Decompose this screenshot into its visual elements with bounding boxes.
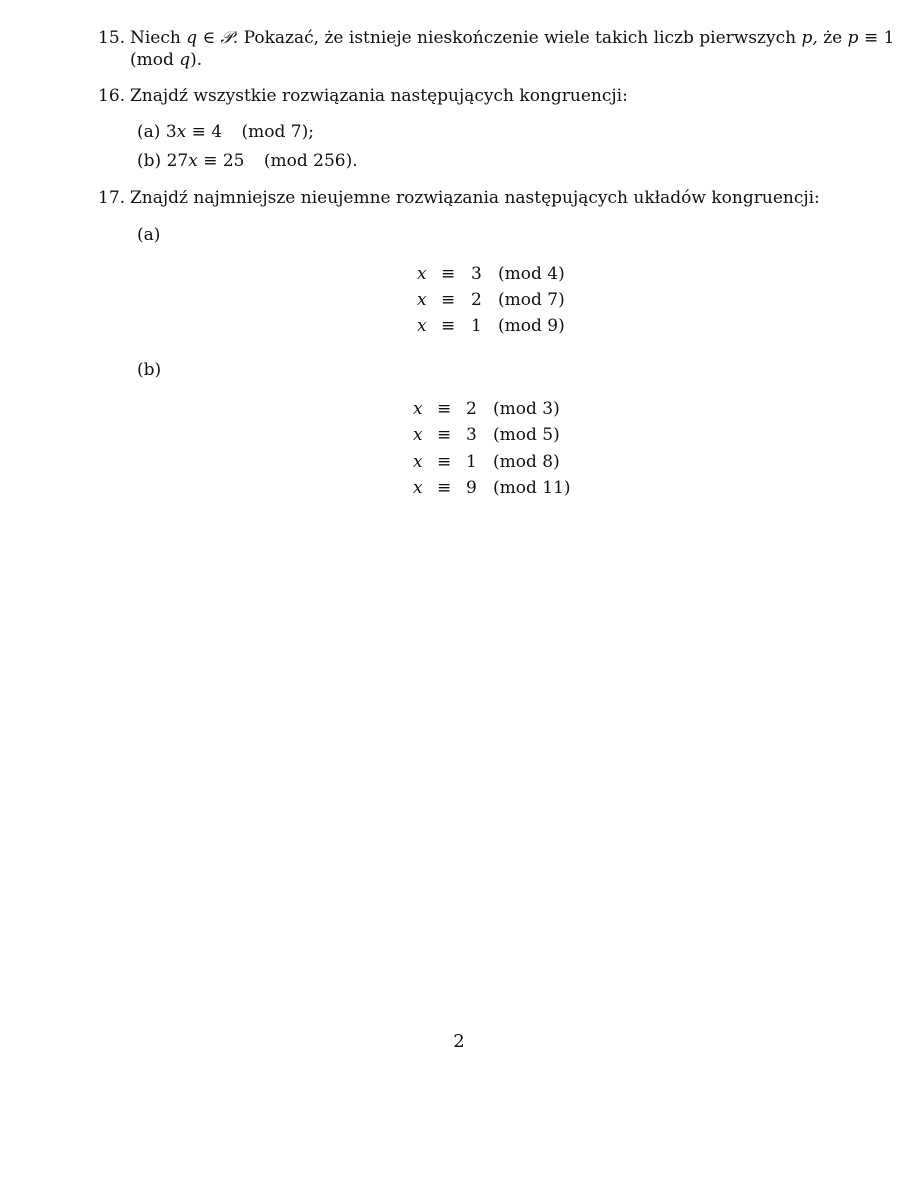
- eq-modulus: (mod 4): [498, 264, 565, 284]
- eq-variable: x: [413, 399, 423, 419]
- eq-variable: x: [413, 425, 423, 445]
- math-var-p: p,: [801, 28, 818, 48]
- eq-relation: ≡: [437, 452, 452, 472]
- mod-close: ).: [190, 50, 203, 70]
- eq-modulus: (mod 11): [493, 478, 571, 498]
- system-label-b: (b): [137, 360, 162, 380]
- eq-relation: ≡: [437, 425, 452, 445]
- eq-variable: x: [417, 290, 427, 310]
- eq-modulus: (mod 3): [493, 399, 560, 419]
- lhs-variable: x: [176, 122, 187, 142]
- problem-15-line-1: [130, 27, 894, 49]
- eq-value: 9: [466, 478, 477, 498]
- eq-variable: x: [413, 452, 423, 472]
- page-number: 2: [453, 1031, 465, 1052]
- eq-relation: ≡: [441, 290, 456, 310]
- eq-relation: ≡: [437, 399, 452, 419]
- system-label-a: (a): [137, 225, 161, 245]
- relation: ≡ 4: [191, 122, 223, 142]
- eq-modulus: (mod 5): [493, 425, 560, 445]
- mod-open: (mod: [130, 50, 174, 70]
- math-congruence: ≡ 1: [863, 28, 895, 48]
- congruence-item-a: [137, 121, 314, 143]
- eq-modulus: (mod 9): [498, 316, 565, 336]
- lhs-coefficient: 27: [166, 151, 189, 171]
- congruence-item-b: [137, 150, 358, 172]
- text-fragment: Pokazać, że istnieje nieskończenie wiele takich liczb pierwszych: [243, 28, 797, 48]
- eq-modulus: (mod 7): [498, 290, 565, 310]
- eq-modulus: (mod 8): [493, 452, 560, 472]
- item-label: (a): [137, 122, 161, 142]
- eq-relation: ≡: [437, 478, 452, 498]
- eq-value: 2: [471, 290, 482, 310]
- math-var-q: q: [179, 50, 191, 70]
- text-fragment: Niech: [130, 28, 181, 48]
- problem-number: 15.: [98, 28, 126, 48]
- problem-15-line-2: [130, 49, 202, 71]
- math-in-symbol: ∈: [202, 28, 216, 48]
- problem-number: 17.: [98, 188, 126, 208]
- eq-value: 2: [466, 399, 477, 419]
- eq-variable: x: [413, 478, 423, 498]
- text-fragment: że: [823, 28, 843, 48]
- math-var-q: q: [186, 28, 198, 48]
- eq-value: 3: [471, 264, 482, 284]
- eq-value: 1: [466, 452, 477, 472]
- eq-value: 1: [471, 316, 482, 336]
- lhs-variable: x: [188, 151, 198, 171]
- relation: ≡ 25: [203, 151, 245, 171]
- math-set-P: 𝒫.: [220, 28, 239, 48]
- lhs-coefficient: 3: [165, 122, 177, 142]
- problem-text: Znajdź wszystkie rozwiązania następujących kongruencji:: [130, 86, 628, 106]
- modulus: (mod 256).: [263, 151, 358, 171]
- eq-variable: x: [417, 264, 427, 284]
- math-var-p: p: [847, 28, 859, 48]
- eq-relation: ≡: [441, 316, 456, 336]
- eq-value: 3: [466, 425, 477, 445]
- problem-text: Znajdź najmniejsze nieujemne rozwiązania następujących układów kongruencji:: [130, 188, 820, 208]
- eq-relation: ≡: [441, 264, 456, 284]
- eq-variable: x: [417, 316, 427, 336]
- modulus: (mod 7);: [241, 122, 314, 142]
- problem-number: 16.: [98, 86, 126, 106]
- item-label: (b): [137, 151, 162, 171]
